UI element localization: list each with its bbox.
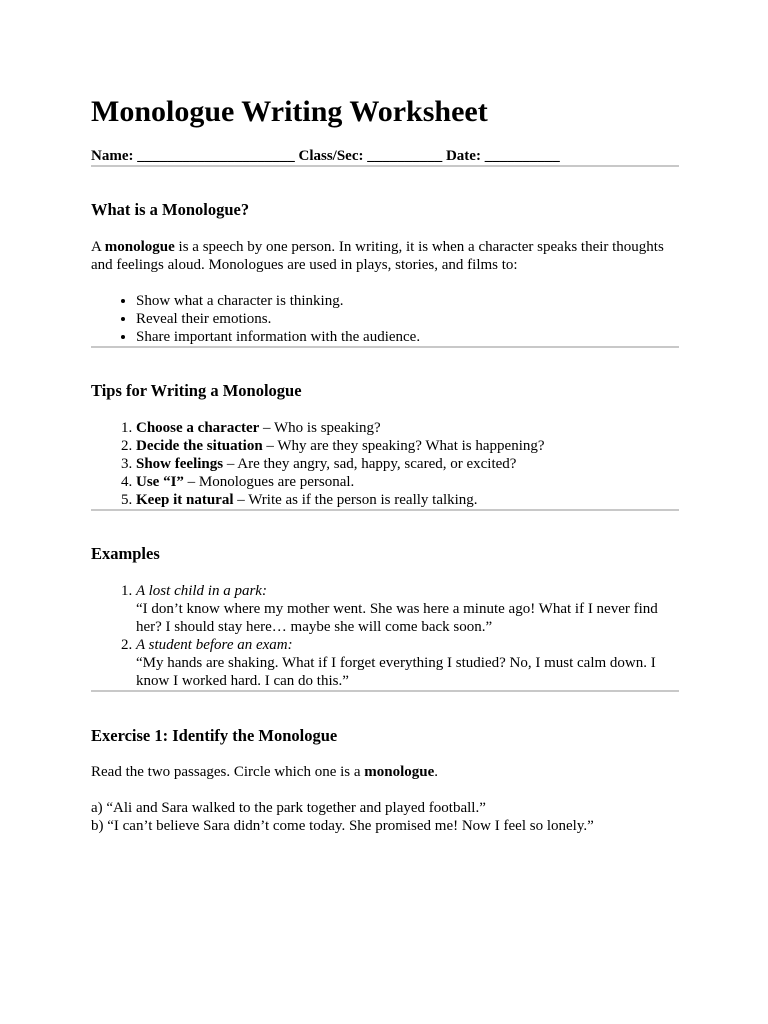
tip-desc: – Monologues are personal.	[183, 474, 355, 490]
exercise-instruction	[91, 763, 679, 781]
purpose-item: • Show what a character is thinking.	[136, 292, 679, 310]
tip-term: Decide the situation	[136, 438, 263, 454]
instruction-suffix: .	[434, 764, 439, 780]
tip-item	[136, 491, 679, 509]
section-heading-tips: Tips for Writing a Monologue	[91, 381, 302, 400]
exercise-option-a: a) “Ali and Sara walked to the park together and played football.”	[91, 800, 486, 816]
divider	[91, 509, 679, 511]
purpose-item: • Reveal their emotions.	[136, 310, 679, 328]
tips-list	[91, 419, 679, 509]
example-item	[136, 582, 679, 636]
tip-item	[136, 473, 679, 491]
divider	[91, 690, 679, 692]
tip-term: Show feelings	[136, 456, 224, 472]
example-situation: A student before an exam:	[136, 637, 293, 653]
tip-item	[136, 455, 679, 473]
section-heading-what-is: What is a Monologue?	[91, 200, 250, 219]
instruction-prefix: Read the two passages. Circle which one is a	[91, 764, 365, 780]
page-title: Monologue Writing Worksheet	[91, 95, 488, 128]
definition-term: monologue	[104, 239, 175, 255]
example-quote: “My hands are shaking. What if I forget everything I studied? No, I must calm down. I know I worked hard. I can do this.”	[136, 655, 656, 689]
example-situation: A lost child in a park:	[136, 583, 267, 599]
definition-prefix: A	[91, 239, 105, 255]
tip-desc: – Write as if the person is really talking.	[233, 492, 478, 508]
example-quote: “I don’t know where my mother went. She was here a minute ago! What if I never find her? I should stay here… maybe she will come back soon.”	[136, 601, 658, 635]
purpose-list	[91, 292, 679, 346]
definition-text: is a speech by one person. In writing, it is when a character speaks their thoughts and feelings aloud. Monologues are used in plays, stories, and films to:	[91, 239, 664, 273]
purpose-item: • Share important information with the audience.	[136, 328, 679, 346]
tip-desc: – Who is speaking?	[259, 420, 381, 436]
student-info-line: Name: _____________________ Class/Sec: __________ Date: __________	[91, 148, 560, 164]
section-heading-examples: Examples	[91, 544, 160, 563]
tip-desc: – Why are they speaking? What is happening?	[262, 438, 545, 454]
example-item	[136, 636, 679, 690]
divider	[91, 346, 679, 348]
tip-term: Use “I”	[136, 474, 184, 490]
section-heading-exercise-1: Exercise 1: Identify the Monologue	[91, 726, 338, 745]
tip-desc: – Are they angry, sad, happy, scared, or excited?	[223, 456, 517, 472]
tip-item	[136, 437, 679, 455]
worksheet-content	[91, 93, 679, 835]
instruction-term: monologue	[364, 764, 435, 780]
tip-term: Keep it natural	[136, 492, 234, 508]
tip-item	[136, 419, 679, 437]
divider	[91, 165, 679, 167]
exercise-option-b: b) “I can’t believe Sara didn’t come today. She promised me! Now I feel so lonely.”	[91, 818, 594, 834]
definition-paragraph	[91, 238, 679, 274]
examples-list	[91, 582, 679, 690]
tip-term: Choose a character	[136, 420, 260, 436]
